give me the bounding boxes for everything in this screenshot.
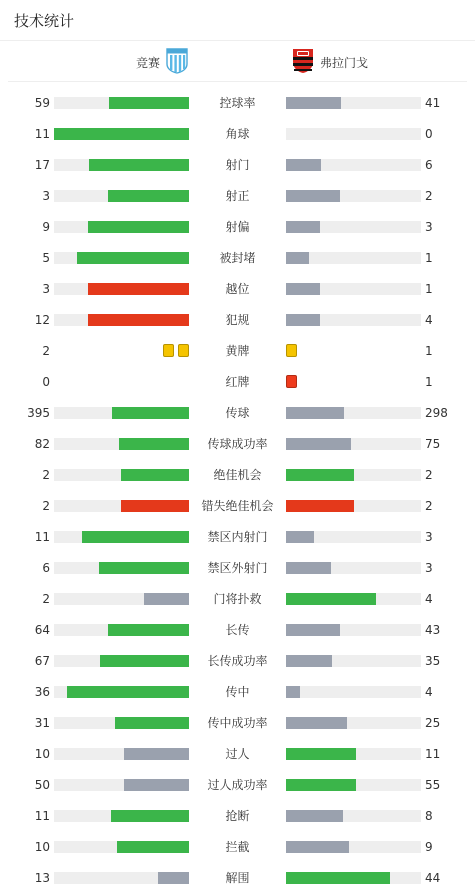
stat-row xyxy=(0,531,475,543)
away-bar-track xyxy=(286,500,421,512)
away-bar-track xyxy=(286,97,421,109)
away-bar-fill xyxy=(286,252,309,264)
home-bar-fill xyxy=(158,872,189,884)
red-card-icon xyxy=(286,375,297,388)
title-divider xyxy=(0,40,475,41)
away-bar-fill xyxy=(286,655,332,667)
away-value: 4 xyxy=(425,592,433,606)
away-bar-track xyxy=(286,159,421,171)
home-bar-track xyxy=(54,872,189,884)
stat-row xyxy=(0,872,475,884)
away-bar-fill xyxy=(286,407,344,419)
home-bar-fill xyxy=(82,531,189,543)
stat-row xyxy=(0,686,475,698)
away-bar-fill xyxy=(286,717,347,729)
stat-label: 绝佳机会 xyxy=(213,468,262,482)
stat-label: 抢断 xyxy=(225,809,250,823)
away-value: 6 xyxy=(425,158,433,172)
away-bar-track xyxy=(286,593,421,605)
away-bar-track xyxy=(286,655,421,667)
stat-row xyxy=(0,438,475,450)
home-bar-fill xyxy=(109,97,189,109)
away-bar-fill xyxy=(286,438,351,450)
away-value: 41 xyxy=(425,96,441,110)
home-bar-fill xyxy=(121,469,189,481)
away-value: 2 xyxy=(425,468,433,482)
away-bar-track xyxy=(286,221,421,233)
stat-label: 门将扑救 xyxy=(213,592,262,606)
stat-row xyxy=(0,624,475,636)
stat-row xyxy=(0,779,475,791)
away-bar-track xyxy=(286,810,421,822)
home-value: 10 xyxy=(34,747,50,761)
away-value: 1 xyxy=(425,344,433,358)
stat-label: 射门 xyxy=(225,158,250,172)
home-value: 2 xyxy=(42,468,50,482)
away-value: 0 xyxy=(425,127,433,141)
away-bar-track xyxy=(286,252,421,264)
stat-label: 红牌 xyxy=(225,375,250,389)
away-value: 2 xyxy=(425,499,433,513)
away-bar-track xyxy=(286,314,421,326)
away-value: 11 xyxy=(425,747,441,761)
home-team[interactable] xyxy=(136,48,188,76)
home-value: 31 xyxy=(34,716,50,730)
away-bar-fill xyxy=(286,314,320,326)
home-team-name: 竞赛 xyxy=(135,55,160,70)
stat-label: 犯规 xyxy=(225,313,250,327)
stat-label: 传中 xyxy=(225,685,250,699)
home-bar-fill xyxy=(54,128,189,140)
header-divider xyxy=(8,81,467,82)
away-bar-fill xyxy=(286,221,320,233)
home-bar-fill xyxy=(124,748,189,760)
stat-row xyxy=(0,500,475,512)
away-cards xyxy=(286,344,297,358)
away-bar-fill xyxy=(286,872,390,884)
away-bar-track xyxy=(286,686,421,698)
home-bar-track xyxy=(54,128,189,140)
away-bar-fill xyxy=(286,469,354,481)
home-value: 2 xyxy=(42,344,50,358)
away-value: 9 xyxy=(425,840,433,854)
away-value: 43 xyxy=(425,623,441,637)
home-value: 64 xyxy=(34,623,50,637)
stat-label: 传中成功率 xyxy=(207,716,268,730)
yellow-card-icon xyxy=(163,344,174,357)
home-bar-fill xyxy=(77,252,189,264)
stat-row xyxy=(0,314,475,326)
home-value: 6 xyxy=(42,561,50,575)
away-bar-fill xyxy=(286,283,320,295)
home-bar-track xyxy=(54,407,189,419)
away-bar-track xyxy=(286,624,421,636)
away-value: 4 xyxy=(425,685,433,699)
away-bar-track xyxy=(286,407,421,419)
stat-row xyxy=(0,469,475,481)
home-bar-track xyxy=(54,841,189,853)
page-title: 技术统计 xyxy=(14,12,75,30)
away-bar-track xyxy=(286,283,421,295)
stat-label: 越位 xyxy=(225,282,250,296)
home-value: 5 xyxy=(42,251,50,265)
away-value: 3 xyxy=(425,561,433,575)
away-value: 35 xyxy=(425,654,441,668)
home-bar-track xyxy=(54,221,189,233)
stat-label: 传球成功率 xyxy=(207,437,268,451)
stat-row xyxy=(0,593,475,605)
stat-label: 射正 xyxy=(225,189,250,203)
away-bar-track xyxy=(286,841,421,853)
away-bar-fill xyxy=(286,159,321,171)
home-bar-fill xyxy=(88,221,189,233)
away-bar-track xyxy=(286,779,421,791)
away-bar-fill xyxy=(286,748,356,760)
home-bar-track xyxy=(54,686,189,698)
home-bar-fill xyxy=(88,283,189,295)
home-value: 0 xyxy=(42,375,50,389)
stat-label: 禁区内射门 xyxy=(207,530,268,544)
stat-label: 长传成功率 xyxy=(207,654,268,668)
home-value: 13 xyxy=(34,871,50,885)
home-bar-fill xyxy=(144,593,189,605)
yellow-card-icon xyxy=(178,344,189,357)
away-bar-fill xyxy=(286,500,354,512)
stat-row xyxy=(0,407,475,419)
home-bar-fill xyxy=(88,314,189,326)
stat-label: 解围 xyxy=(225,871,250,885)
home-bar-track xyxy=(54,717,189,729)
away-value: 1 xyxy=(425,282,433,296)
away-bar-fill xyxy=(286,190,340,202)
home-bar-fill xyxy=(115,717,189,729)
home-value: 59 xyxy=(34,96,50,110)
stat-row xyxy=(0,810,475,822)
stat-row xyxy=(0,562,475,574)
home-bar-track xyxy=(54,159,189,171)
away-value: 2 xyxy=(425,189,433,203)
away-bar-fill xyxy=(286,593,376,605)
home-value: 67 xyxy=(34,654,50,668)
home-bar-fill xyxy=(108,190,189,202)
stat-label: 禁区外射门 xyxy=(207,561,268,575)
stat-label: 长传 xyxy=(225,623,250,637)
stat-row xyxy=(0,128,475,140)
home-bar-fill xyxy=(119,438,189,450)
home-value: 2 xyxy=(42,592,50,606)
away-bar-track xyxy=(286,469,421,481)
stat-label: 射偏 xyxy=(225,220,250,234)
away-value: 25 xyxy=(425,716,441,730)
home-value: 17 xyxy=(34,158,50,172)
stat-label: 角球 xyxy=(225,127,250,141)
stat-label: 错失绝佳机会 xyxy=(201,499,274,513)
home-bar-fill xyxy=(117,841,189,853)
away-cards xyxy=(286,375,297,389)
away-value: 44 xyxy=(425,871,441,885)
home-value: 10 xyxy=(34,840,50,854)
home-bar-fill xyxy=(111,810,189,822)
home-bar-track xyxy=(54,97,189,109)
away-bar-track xyxy=(286,128,421,140)
stat-row xyxy=(0,748,475,760)
away-bar-fill xyxy=(286,841,349,853)
home-value: 9 xyxy=(42,220,50,234)
home-bar-track xyxy=(54,438,189,450)
home-value: 12 xyxy=(34,313,50,327)
stat-label: 被封堵 xyxy=(219,251,256,265)
stat-row xyxy=(0,221,475,233)
home-cards xyxy=(163,344,189,358)
home-bar-track xyxy=(54,283,189,295)
away-bar-fill xyxy=(286,810,343,822)
stat-label: 拦截 xyxy=(225,840,250,854)
home-value: 11 xyxy=(34,127,50,141)
stat-label: 黄牌 xyxy=(225,344,250,358)
home-value: 11 xyxy=(34,530,50,544)
away-value: 298 xyxy=(425,406,448,420)
stat-label: 控球率 xyxy=(219,96,256,110)
home-bar-track xyxy=(54,469,189,481)
away-team-name: 弗拉门戈 xyxy=(320,55,369,70)
stat-row xyxy=(0,252,475,264)
stat-row xyxy=(0,97,475,109)
stat-row xyxy=(0,376,475,388)
away-bar-track xyxy=(286,717,421,729)
stat-row xyxy=(0,655,475,667)
away-bar-fill xyxy=(286,531,314,543)
home-bar-fill xyxy=(124,779,189,791)
flamengo-crest-icon xyxy=(292,48,314,77)
stat-row xyxy=(0,283,475,295)
away-bar-fill xyxy=(286,686,300,698)
home-bar-fill xyxy=(89,159,189,171)
home-bar-track xyxy=(54,655,189,667)
stat-row xyxy=(0,190,475,202)
yellow-card-icon xyxy=(286,344,297,357)
away-value: 1 xyxy=(425,375,433,389)
home-bar-track xyxy=(54,624,189,636)
away-bar-fill xyxy=(286,97,341,109)
home-bar-track xyxy=(54,252,189,264)
away-bar-fill xyxy=(286,779,356,791)
away-bar-track xyxy=(286,748,421,760)
home-bar-track xyxy=(54,593,189,605)
away-team[interactable] xyxy=(292,48,368,76)
home-value: 50 xyxy=(34,778,50,792)
home-bar-fill xyxy=(108,624,189,636)
home-bar-fill xyxy=(99,562,189,574)
stat-row xyxy=(0,159,475,171)
away-bar-fill xyxy=(286,624,340,636)
home-bar-track xyxy=(54,190,189,202)
racing-club-crest-icon xyxy=(166,48,188,77)
away-value: 4 xyxy=(425,313,433,327)
away-bar-track xyxy=(286,872,421,884)
away-value: 1 xyxy=(425,251,433,265)
away-bar-track xyxy=(286,190,421,202)
away-value: 3 xyxy=(425,220,433,234)
away-value: 3 xyxy=(425,530,433,544)
away-bar-track xyxy=(286,438,421,450)
home-value: 3 xyxy=(42,282,50,296)
stat-row xyxy=(0,841,475,853)
stat-label: 传球 xyxy=(225,406,250,420)
home-value: 82 xyxy=(34,437,50,451)
home-value: 395 xyxy=(27,406,50,420)
home-bar-fill xyxy=(112,407,189,419)
home-bar-fill xyxy=(100,655,189,667)
home-bar-fill xyxy=(67,686,189,698)
away-value: 75 xyxy=(425,437,441,451)
stat-label: 过人成功率 xyxy=(207,778,268,792)
home-bar-track xyxy=(54,314,189,326)
away-bar-track xyxy=(286,531,421,543)
stat-row xyxy=(0,717,475,729)
stat-row xyxy=(0,345,475,357)
home-bar-track xyxy=(54,531,189,543)
home-bar-fill xyxy=(121,500,189,512)
away-value: 55 xyxy=(425,778,441,792)
home-value: 11 xyxy=(34,809,50,823)
away-value: 8 xyxy=(425,809,433,823)
home-bar-track xyxy=(54,779,189,791)
home-bar-track xyxy=(54,562,189,574)
stat-label: 过人 xyxy=(225,747,250,761)
away-bar-fill xyxy=(286,562,331,574)
home-bar-track xyxy=(54,748,189,760)
home-bar-track xyxy=(54,500,189,512)
home-value: 36 xyxy=(34,685,50,699)
home-value: 2 xyxy=(42,499,50,513)
away-bar-track xyxy=(286,562,421,574)
home-bar-track xyxy=(54,810,189,822)
home-value: 3 xyxy=(42,189,50,203)
